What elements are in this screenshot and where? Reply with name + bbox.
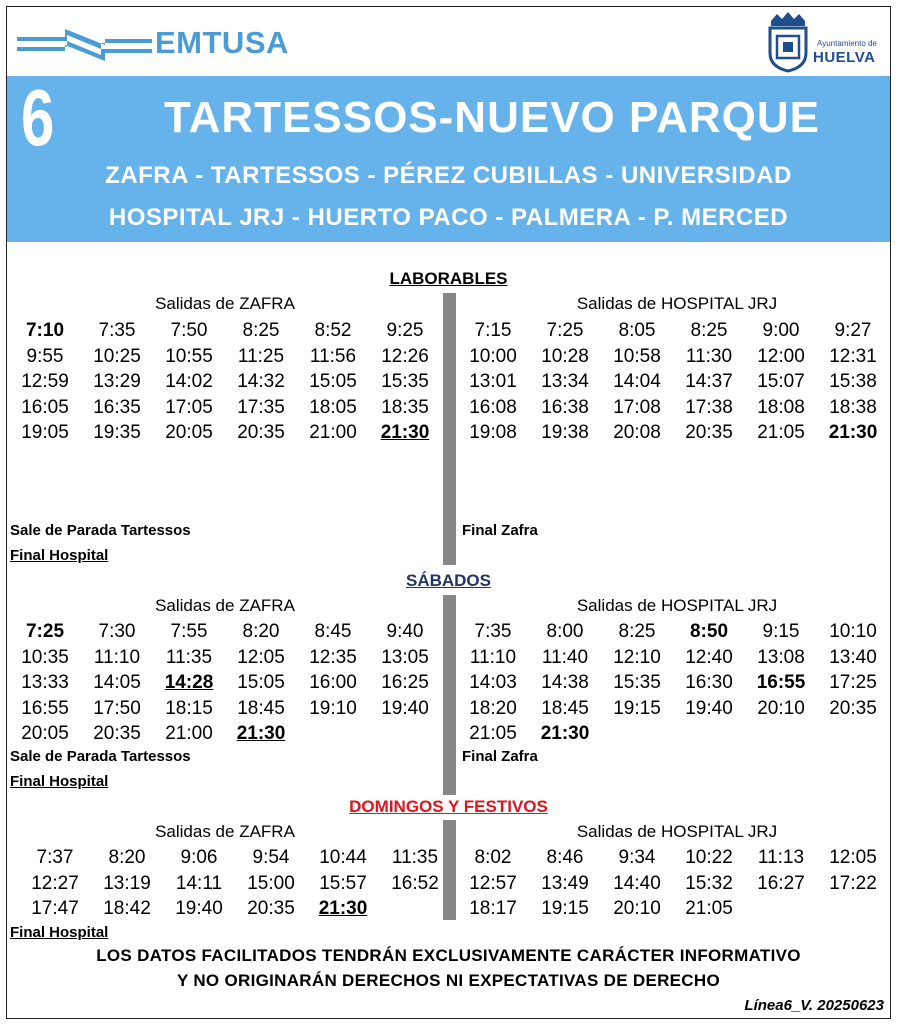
departure-time: 8:00 — [546, 621, 584, 642]
huelva-crest-icon — [765, 11, 811, 73]
departure-time: 10:00 — [469, 345, 517, 367]
departure-time: 19:40 — [685, 697, 733, 719]
departures-grid-hospital — [457, 619, 889, 747]
departure-time: 20:10 — [613, 898, 661, 919]
departures-grid-zafra — [9, 318, 441, 446]
departure-time: 19:15 — [613, 697, 661, 719]
departure-time: 18:35 — [381, 396, 429, 418]
departure-time: 10:44 — [319, 847, 367, 868]
departure-time: 15:32 — [685, 872, 733, 894]
departure-time: 12:10 — [613, 646, 661, 668]
subheading-salidas-hospital: Salidas de HOSPITAL JRJ — [576, 822, 778, 841]
departures-grid-zafra — [19, 845, 451, 922]
departure-time: 19:40 — [381, 697, 429, 719]
departure-time: 8:20 — [108, 847, 146, 868]
departure-time: 8:25 — [242, 320, 280, 341]
departure-time: 19:05 — [21, 422, 69, 443]
departure-time: 17:05 — [165, 396, 213, 418]
departure-time: 15:00 — [247, 872, 295, 894]
departure-time: 20:35 — [829, 697, 877, 719]
departure-time: 17:25 — [829, 672, 877, 693]
departure-time: 18:20 — [469, 697, 517, 719]
departure-time: 12:05 — [237, 646, 285, 668]
departure-time: 8:45 — [314, 621, 352, 642]
departure-time: 10:25 — [93, 345, 141, 367]
disclaimer-line-1: LOS DATOS FACILITADOS TENDRÁN EXCLUSIVAMENTE CARÁCTER INFORMATIVO — [96, 946, 801, 965]
departure-time: 14:04 — [613, 371, 661, 392]
departure-time: 7:35 — [474, 621, 512, 642]
departure-time: 17:38 — [685, 396, 733, 418]
departure-time: 13:49 — [541, 872, 589, 894]
timetable-sheet — [6, 6, 891, 1019]
departure-time: 9:25 — [386, 320, 424, 341]
departure-time: 16:52 — [391, 872, 439, 894]
departure-time: 16:30 — [685, 672, 733, 693]
departure-time: 9:34 — [618, 847, 656, 868]
departure-time: 7:25 — [546, 320, 584, 341]
departure-time: 20:35 — [247, 898, 295, 919]
section-title-laborables: LABORABLES — [389, 269, 508, 288]
departure-time: 10:35 — [21, 646, 69, 668]
departure-time: 16:00 — [309, 672, 357, 693]
departure-time: 8:02 — [474, 847, 512, 868]
note-sale-tartessos: Sale de Parada Tartessos — [10, 748, 191, 765]
line-name: TARTESSOS-NUEVO PARQUE — [164, 93, 820, 142]
departure-time: 17:47 — [31, 898, 79, 919]
departure-time: 8:46 — [546, 847, 584, 868]
departure-time: 16:35 — [93, 396, 141, 418]
route-banner — [7, 73, 890, 242]
departure-time: 8:25 — [618, 621, 656, 642]
departure-time: 13:40 — [829, 646, 877, 668]
departure-time: 19:08 — [469, 422, 517, 443]
departure-time: 18:42 — [103, 898, 151, 919]
note-final-zafra: Final Zafra — [462, 522, 538, 539]
emtusa-logo-icon — [17, 17, 152, 63]
departure-time: 21:05 — [757, 422, 805, 443]
departure-time: 19:35 — [93, 422, 141, 443]
departure-time: 11:40 — [541, 646, 589, 668]
departure-time: 7:55 — [170, 621, 208, 642]
departures-grid-zafra — [9, 619, 441, 747]
departure-time: 12:00 — [757, 345, 805, 367]
departure-time: 20:05 — [165, 422, 213, 443]
departure-time: 12:27 — [31, 872, 79, 894]
departures-grid-hospital — [457, 318, 889, 446]
departure-time: 7:37 — [36, 847, 74, 868]
departure-time: 17:08 — [613, 396, 661, 418]
departure-time: 9:06 — [180, 847, 218, 868]
departure-time: 8:20 — [242, 621, 280, 642]
departure-time: 18:45 — [237, 697, 285, 719]
stops-row-2: HOSPITAL JRJ - HUERTO PACO - PALMERA - P. MERCED — [108, 204, 789, 231]
departure-time: 18:45 — [541, 697, 589, 719]
departure-time: 8:05 — [618, 320, 656, 341]
section-title-sabados: SÁBADOS — [405, 571, 491, 590]
departure-time: 20:35 — [237, 422, 285, 443]
departure-time: 7:25 — [25, 621, 65, 642]
departure-time: 20:10 — [757, 697, 805, 719]
city-name: HUELVA — [813, 49, 876, 66]
departure-time: 13:34 — [541, 371, 589, 392]
departure-time: 11:30 — [685, 345, 733, 367]
departure-time: 20:35 — [93, 723, 141, 744]
departure-time: 15:35 — [613, 672, 661, 693]
section-title-domingos: DOMINGOS Y FESTIVOS — [349, 797, 548, 816]
brand-name: EMTUSA — [155, 25, 289, 60]
departure-time: 14:02 — [165, 371, 213, 392]
departure-time: 11:35 — [391, 847, 439, 868]
departure-time: 21:30 — [828, 422, 878, 443]
departure-time: 9:40 — [386, 621, 424, 642]
departure-time: 14:11 — [175, 872, 223, 894]
departure-time: 14:28 — [164, 672, 214, 693]
departures-grid-hospital — [457, 845, 889, 922]
departure-time: 16:08 — [469, 396, 517, 418]
departure-time: 19:40 — [175, 898, 223, 919]
subheading-salidas-zafra: Salidas de ZAFRA — [155, 596, 295, 615]
departure-time: 15:35 — [381, 371, 429, 392]
stops-row-1: ZAFRA - TARTESSOS - PÉREZ CUBILLAS - UNIVERSIDAD — [105, 162, 792, 189]
departure-time: 9:15 — [762, 621, 800, 642]
departure-time: 17:35 — [237, 396, 285, 418]
departure-time: 21:30 — [236, 723, 286, 744]
departure-time: 7:35 — [98, 320, 136, 341]
departure-time: 14:05 — [93, 672, 141, 693]
departure-time: 16:55 — [21, 697, 69, 719]
departure-time: 21:00 — [309, 422, 357, 443]
departure-time: 14:38 — [541, 672, 589, 693]
departure-time: 12:31 — [829, 345, 877, 367]
departure-time: 7:50 — [170, 320, 208, 341]
departure-time: 12:59 — [21, 371, 69, 392]
note-final-hospital: Final Hospital — [10, 773, 109, 790]
departure-time: 21:30 — [380, 422, 430, 443]
departure-time: 21:30 — [318, 898, 368, 919]
departure-time: 14:37 — [685, 371, 733, 392]
departure-time: 19:10 — [309, 697, 357, 719]
departure-time: 8:52 — [314, 320, 352, 341]
departure-time: 13:01 — [469, 371, 517, 392]
departure-time: 14:32 — [237, 371, 285, 392]
departure-time: 13:08 — [757, 646, 805, 668]
departure-time: 18:17 — [469, 898, 517, 919]
subheading-salidas-hospital: Salidas de HOSPITAL JRJ — [576, 294, 778, 313]
line-number: 6 — [21, 73, 55, 162]
departure-time: 7:15 — [474, 320, 512, 341]
disclaimer-line-2: Y NO ORIGINARÁN DERECHOS NI EXPECTATIVAS DE DERECHO — [177, 971, 720, 990]
departure-time: 12:05 — [829, 847, 877, 868]
departure-time: 14:03 — [469, 672, 517, 693]
departure-time: 13:29 — [93, 371, 141, 392]
departure-time: 16:38 — [541, 396, 589, 418]
departure-time: 13:33 — [21, 672, 69, 693]
departure-time: 21:00 — [165, 723, 213, 744]
departure-time: 18:08 — [757, 396, 805, 418]
departure-time: 10:58 — [613, 345, 661, 367]
note-final-hospital: Final Hospital — [10, 924, 109, 941]
departure-time: 11:25 — [237, 345, 285, 367]
departure-time: 21:05 — [469, 723, 517, 744]
header — [7, 7, 890, 79]
departure-time: 12:40 — [685, 646, 733, 668]
departure-time: 13:05 — [381, 646, 429, 668]
departure-time: 12:35 — [309, 646, 357, 668]
ayuntamiento-label: Ayuntamiento de — [817, 39, 877, 48]
departure-time: 15:38 — [829, 371, 877, 392]
departure-time: 11:35 — [165, 646, 213, 668]
departure-time: 9:55 — [26, 345, 64, 367]
departure-time: 12:57 — [469, 872, 517, 894]
departure-time: 11:13 — [757, 847, 805, 868]
departure-time: 9:27 — [834, 320, 872, 341]
note-final-zafra: Final Zafra — [462, 748, 538, 765]
divider-bar — [443, 293, 456, 565]
departure-time: 18:15 — [165, 697, 213, 719]
departure-time: 9:00 — [762, 320, 800, 341]
departure-time: 10:28 — [541, 345, 589, 367]
departure-time: 21:30 — [540, 723, 590, 744]
departure-time: 11:10 — [93, 646, 141, 668]
departure-time: 11:56 — [309, 345, 357, 367]
departure-time: 19:15 — [541, 898, 589, 919]
departure-time: 20:35 — [685, 422, 733, 443]
note-sale-tartessos: Sale de Parada Tartessos — [10, 522, 191, 539]
departure-time: 8:50 — [689, 621, 729, 642]
departure-time: 11:10 — [469, 646, 517, 668]
disclaimer — [7, 943, 890, 993]
departure-time: 16:05 — [21, 396, 69, 418]
divider-bar — [443, 595, 456, 795]
departure-time: 20:08 — [613, 422, 661, 443]
note-final-hospital: Final Hospital — [10, 547, 109, 564]
departure-time: 10:22 — [685, 847, 733, 868]
departure-time: 12:26 — [381, 345, 429, 367]
subheading-salidas-zafra: Salidas de ZAFRA — [155, 822, 295, 841]
departure-time: 20:05 — [21, 723, 69, 744]
departure-time: 19:38 — [541, 422, 589, 443]
departure-time: 15:07 — [757, 371, 805, 392]
departure-time: 16:55 — [756, 672, 806, 693]
departure-time: 17:50 — [93, 697, 141, 719]
departure-time: 16:25 — [381, 672, 429, 693]
departure-time: 18:05 — [309, 396, 357, 418]
departure-time: 15:57 — [319, 872, 367, 894]
departure-time: 9:54 — [252, 847, 290, 868]
departure-time: 15:05 — [237, 672, 285, 693]
departure-time: 18:38 — [829, 396, 877, 418]
subheading-salidas-zafra: Salidas de ZAFRA — [155, 294, 295, 313]
departure-time: 13:19 — [103, 872, 151, 894]
departure-time: 10:10 — [829, 621, 877, 642]
departure-time: 16:27 — [757, 872, 805, 894]
departure-time: 21:05 — [685, 898, 733, 919]
departure-time: 14:40 — [613, 872, 661, 894]
departure-time: 17:22 — [829, 872, 877, 894]
departure-time: 10:55 — [165, 345, 213, 367]
version-label: Línea6_V. 20250623 — [744, 997, 884, 1014]
departure-time: 8:25 — [690, 320, 728, 341]
subheading-salidas-hospital: Salidas de HOSPITAL JRJ — [576, 596, 778, 615]
departure-time: 15:05 — [309, 371, 357, 392]
departure-time: 7:30 — [98, 621, 136, 642]
departure-time: 7:10 — [25, 320, 65, 341]
